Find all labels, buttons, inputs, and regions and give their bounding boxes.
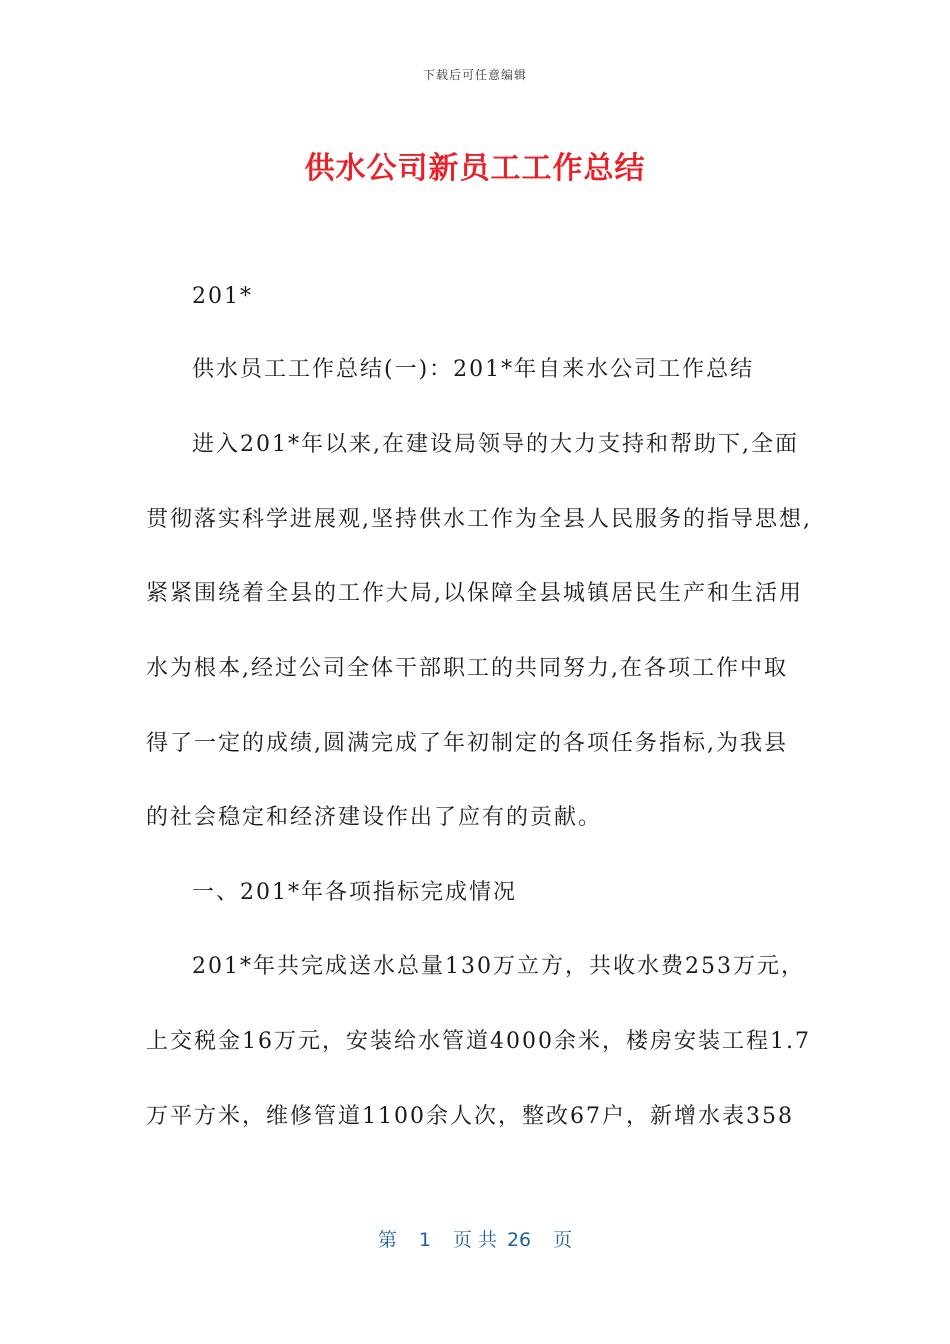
document-title: 供水公司新员工工作总结 bbox=[304, 151, 646, 186]
current-page-number: 1 bbox=[418, 1229, 431, 1251]
header-note: 下载后可任意编辑 bbox=[422, 68, 527, 82]
paragraph-line: 紧紧围绕着全县的工作大局,以保障全县城镇居民生产和生活用 bbox=[146, 581, 803, 606]
footer-label-ye-gong: 页 共 bbox=[452, 1229, 497, 1251]
paragraph-line: 得了一定的成绩,圆满完成了年初制定的各项任务指标,为我县 bbox=[146, 731, 788, 756]
paragraph-line: 水为根本,经过公司全体干部职工的共同努力,在各项工作中取 bbox=[146, 656, 788, 681]
paragraph-line: 供水员工工作总结(一)：201*年自来水公司工作总结 bbox=[192, 357, 755, 382]
paragraph-line: 进入201*年以来,在建设局领导的大力支持和帮助下,全面 bbox=[192, 432, 799, 457]
paragraph-line: 上交税金16万元，安装给水管道4000余米，楼房安装工程1.7 bbox=[146, 1029, 811, 1054]
page-footer bbox=[0, 1225, 950, 1252]
footer-label-ye: 页 bbox=[553, 1229, 573, 1251]
footer-label-di: 第 bbox=[377, 1229, 397, 1251]
paragraph-line: 201*年共完成送水总量130万立方，共收水费253万元， bbox=[192, 954, 805, 979]
paragraph-line: 201* bbox=[192, 284, 253, 309]
paragraph-line: 万平方米，维修管道1100余人次，整改67户，新增水表358 bbox=[146, 1104, 794, 1129]
paragraph-line: 贯彻落实科学进展观,坚持供水工作为全县人民服务的指导思想, bbox=[146, 507, 812, 532]
section-heading: 一、201*年各项指标完成情况 bbox=[192, 880, 517, 905]
paragraph-line: 的社会稳定和经济建设作出了应有的贡献。 bbox=[146, 805, 603, 830]
total-page-count: 26 bbox=[506, 1229, 532, 1251]
